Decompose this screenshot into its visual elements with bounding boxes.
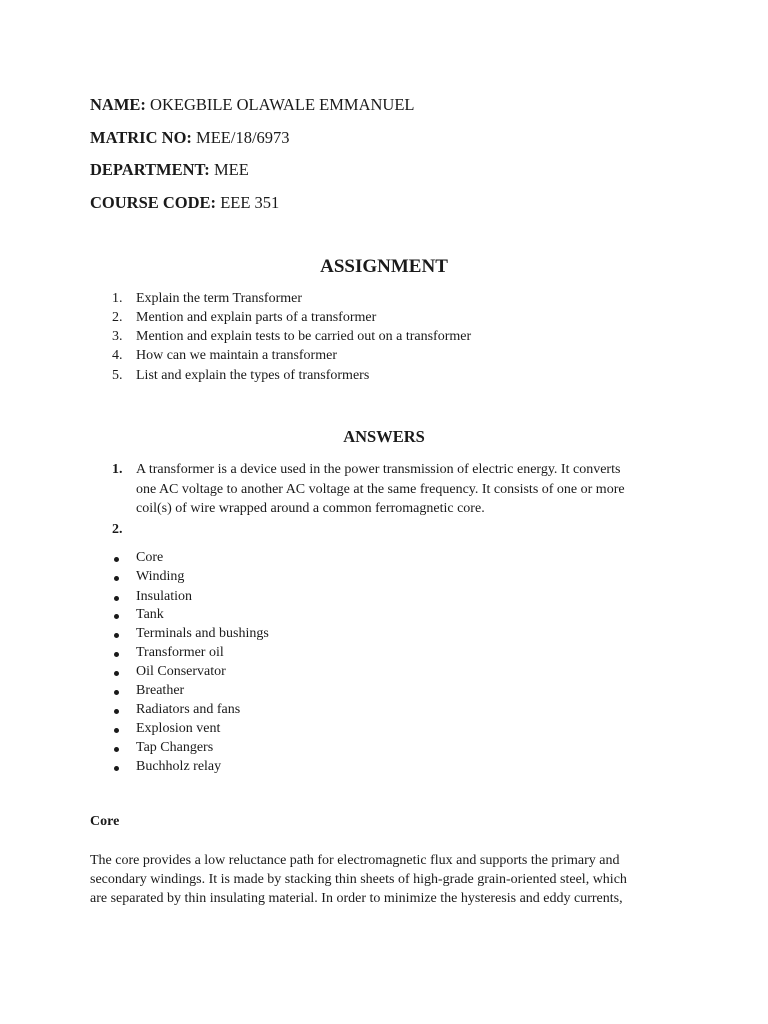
bullet-icon [114,633,119,638]
answer-2 [0,520,768,540]
paragraph-line: are separated by thin insulating material. In order to minimize the hysteresis and eddy currents, [90,891,623,906]
answer-number: 2. [112,522,123,537]
name-label: NAME: [90,95,146,114]
item-text: Transformer oil [136,645,224,660]
department-line [90,160,249,180]
bullet-icon [114,709,119,714]
item-text: Oil Conservator [136,664,226,679]
item-number: 5. [112,368,123,383]
matric-value: MEE/18/6973 [196,128,290,147]
student-name-line [90,95,415,115]
bullet-icon [114,596,119,601]
answer-text [136,460,676,519]
bullet-icon [114,614,119,619]
assignment-title: ASSIGNMENT [320,256,448,277]
item-text: Tank [136,607,164,622]
matric-label: MATRIC NO: [90,128,192,147]
matric-number-line [90,128,290,148]
bullet-icon [114,747,119,752]
item-text: Buchholz relay [136,759,222,774]
answer-1 [0,460,768,520]
item-text: Terminals and bushings [136,626,269,641]
department-label: DEPARTMENT: [90,160,210,179]
name-value: OKEGBILE OLAWALE EMMANUEL [150,95,415,114]
item-text: Mention and explain parts of a transformer [136,310,377,325]
course-value: EEE 351 [220,193,280,212]
item-text: Explosion vent [136,721,221,736]
item-number: 1. [112,291,123,306]
item-text: How can we maintain a transformer [136,348,337,363]
item-text: Explain the term Transformer [136,291,303,306]
core-paragraph [90,851,680,908]
item-number: 2. [112,310,123,325]
answer-line: one AC voltage to another AC voltage at the same frequency. It consists of one or more [136,481,625,497]
bullet-icon [114,671,119,676]
item-number: 4. [112,348,123,363]
bullet-icon [114,690,119,695]
core-heading: Core [90,814,120,829]
item-text: Mention and explain tests to be carried out on a transformer [136,329,472,344]
bullet-icon [114,766,119,771]
course-label: COURSE CODE: [90,193,217,212]
bullet-icon [114,728,119,733]
item-text: List and explain the types of transformers [136,368,370,383]
answers-title: ANSWERS [343,427,425,446]
course-code-line [90,193,279,213]
bullet-icon [114,557,119,562]
item-number: 3. [112,329,123,344]
bullet-icon [114,652,119,657]
answer-line: coil(s) of wire wrapped around a common ferromagnetic core. [136,501,485,516]
department-value: MEE [213,160,249,179]
answer-number: 1. [112,462,123,477]
paragraph-line: secondary windings. It is made by stacking thin sheets of high-grade grain-oriented steel, which [90,872,627,887]
item-text: Winding [136,569,185,584]
item-text: Tap Changers [136,740,214,755]
answer-line: A transformer is a device used in the power transmission of electric energy. It converts [136,462,621,477]
item-text: Radiators and fans [136,702,241,717]
paragraph-line: The core provides a low reluctance path for electromagnetic flux and supports the primary and [90,853,620,868]
item-text: Breather [136,683,185,698]
bullet-icon [114,576,119,581]
item-text: Core [136,550,164,565]
item-text: Insulation [136,589,192,604]
